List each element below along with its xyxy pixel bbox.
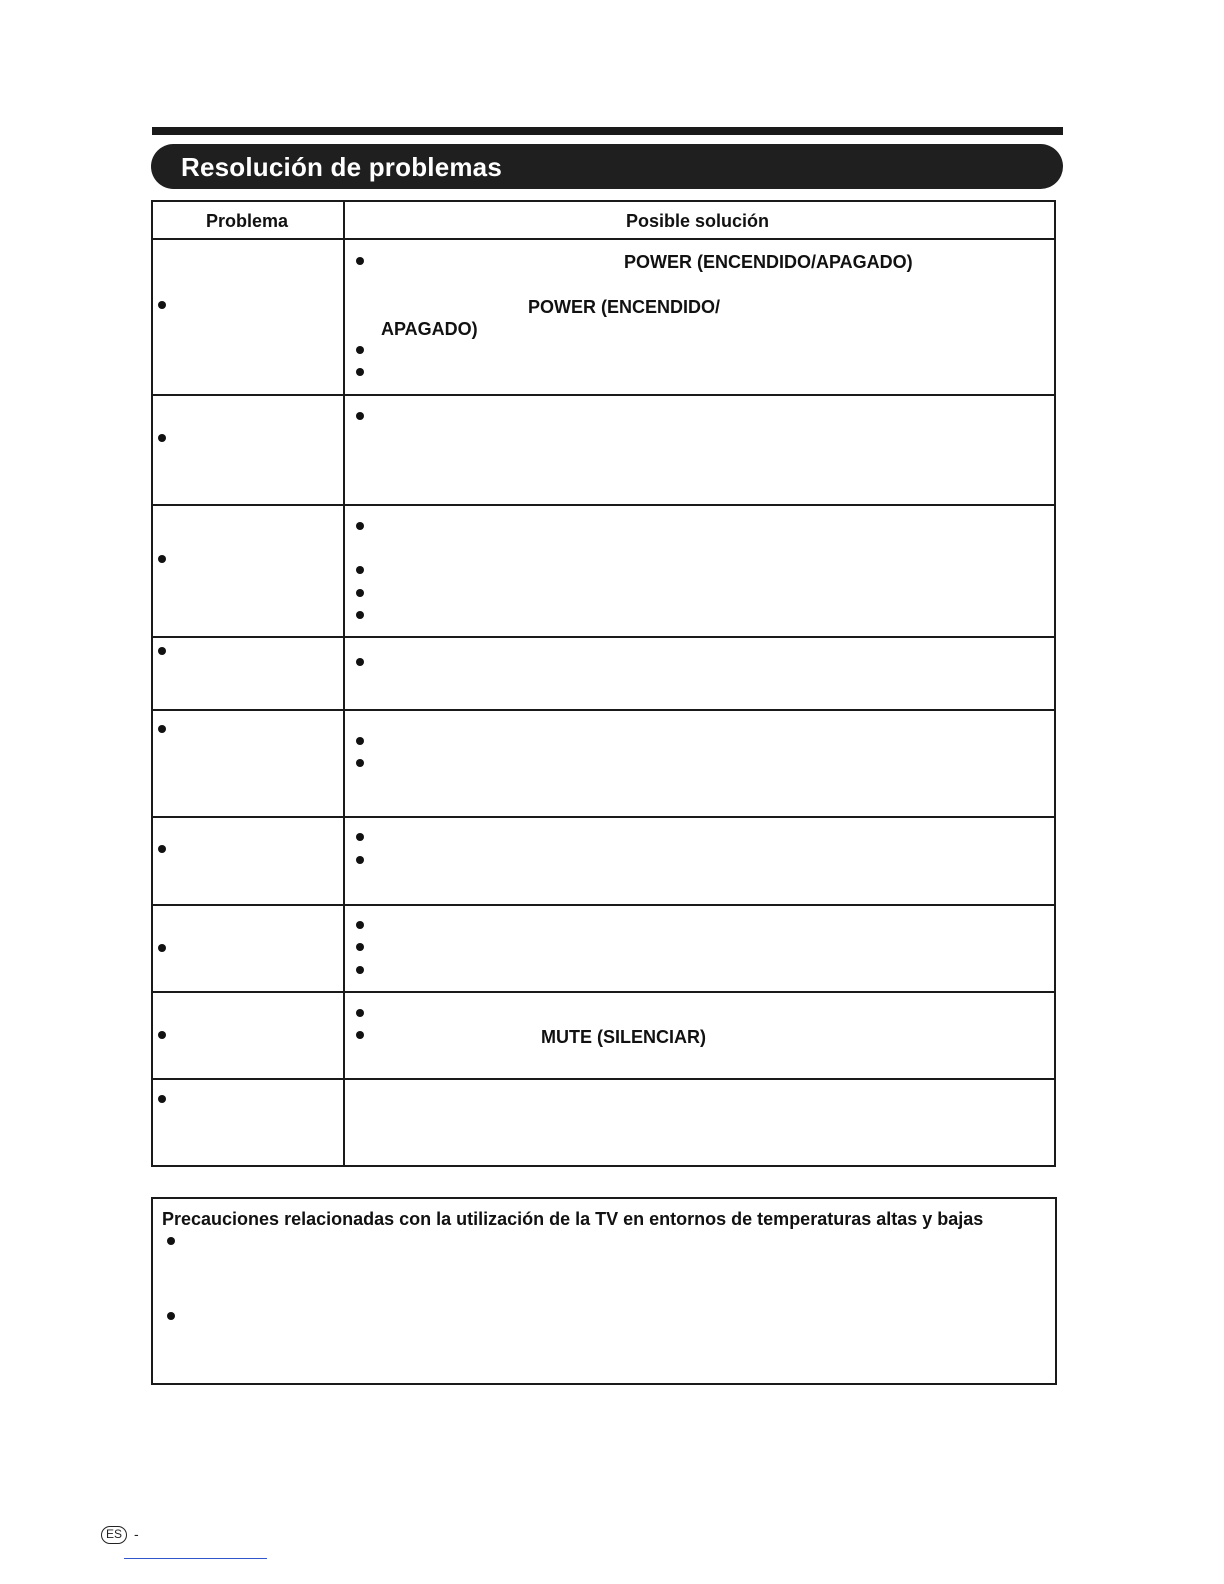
troubleshooting-table	[151, 200, 1056, 1167]
solution-bullet	[356, 412, 364, 420]
header-solution: Posible solución	[626, 211, 770, 231]
solution-bullet	[356, 346, 364, 354]
problem-bullet	[158, 647, 166, 655]
row-separator	[153, 709, 1054, 711]
problem-bullet	[158, 555, 166, 563]
solution-bullet	[356, 566, 364, 574]
solution-bullet	[356, 759, 364, 767]
footer-link-underline	[124, 1558, 267, 1559]
power-button-label: POWER (ENCENDIDO/APAGADO)	[624, 252, 913, 272]
solution-bullet	[356, 368, 364, 376]
precaution-bullet	[167, 1312, 175, 1320]
precautions-box	[151, 1197, 1057, 1385]
row-separator	[153, 1078, 1054, 1080]
problem-bullet	[158, 944, 166, 952]
solution-bullet	[356, 856, 364, 864]
solution-bullet	[356, 1031, 364, 1039]
row-separator	[153, 238, 1054, 240]
row-separator	[153, 504, 1054, 506]
column-divider	[343, 202, 345, 1165]
solution-bullet	[356, 737, 364, 745]
problem-bullet	[158, 434, 166, 442]
row-separator	[153, 904, 1054, 906]
header-problem: Problema	[206, 211, 289, 231]
precautions-title: Precauciones relacionadas con la utilización de la TV en entornos de temperaturas altas y bajas	[162, 1209, 984, 1229]
solution-bullet	[356, 921, 364, 929]
page-number-dash: -	[134, 1526, 139, 1542]
row-separator	[153, 816, 1054, 818]
power-button-label-part1: POWER (ENCENDIDO/	[528, 297, 721, 317]
solution-bullet	[356, 1009, 364, 1017]
language-badge: ES	[101, 1526, 127, 1544]
problem-bullet	[158, 845, 166, 853]
problem-bullet	[158, 1095, 166, 1103]
power-button-label-part2: APAGADO)	[381, 319, 478, 339]
precaution-bullet	[167, 1237, 175, 1245]
problem-bullet	[158, 725, 166, 733]
solution-bullet	[356, 658, 364, 666]
mute-button-label: MUTE (SILENCIAR)	[541, 1027, 706, 1047]
solution-bullet	[356, 966, 364, 974]
row-separator	[153, 991, 1054, 993]
problem-bullet	[158, 301, 166, 309]
row-separator	[153, 636, 1054, 638]
solution-bullet	[356, 833, 364, 841]
solution-bullet	[356, 589, 364, 597]
page-title: Resolución de problemas	[181, 152, 503, 182]
solution-bullet	[356, 943, 364, 951]
title-banner	[151, 144, 1063, 189]
solution-bullet	[356, 257, 364, 265]
solution-bullet	[356, 611, 364, 619]
top-rule	[152, 127, 1063, 135]
solution-bullet	[356, 522, 364, 530]
problem-bullet	[158, 1031, 166, 1039]
row-separator	[153, 394, 1054, 396]
